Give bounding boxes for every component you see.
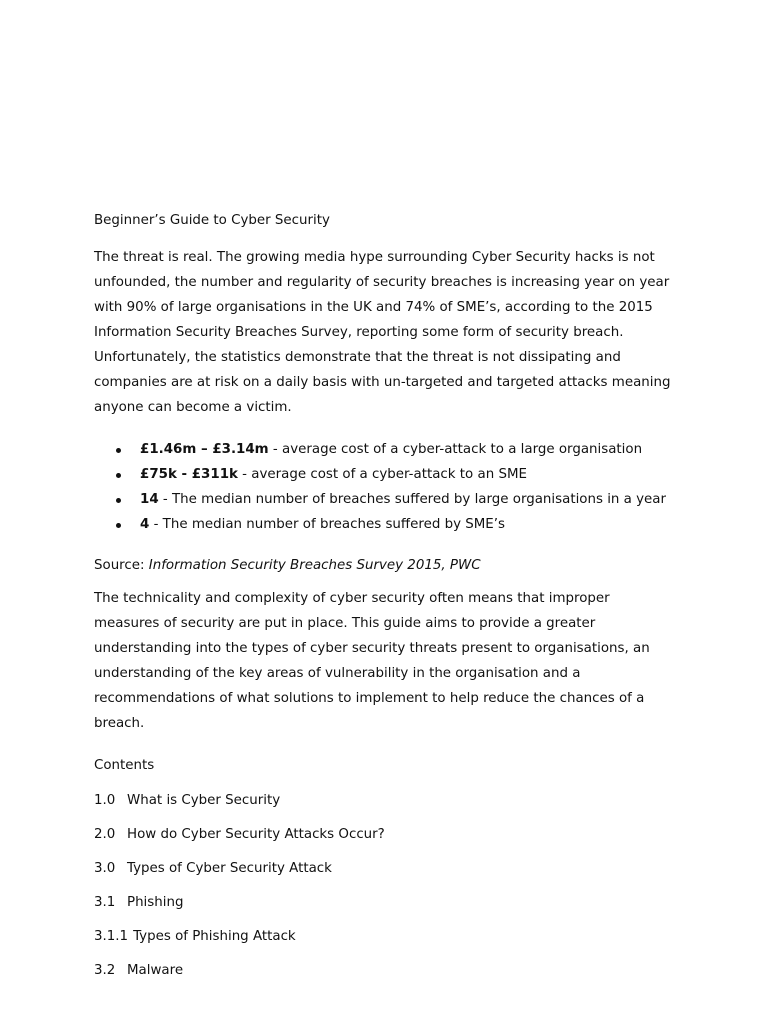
bullet-icon xyxy=(116,473,121,478)
stat-figure: £75k - £311k xyxy=(140,467,238,482)
toc-title: What is Cyber Security xyxy=(127,793,281,808)
stat-description: - average cost of a cyber-attack to an SME xyxy=(237,467,527,482)
toc-number: 3.1.1 xyxy=(94,929,129,944)
toc-number: 3.2 xyxy=(94,963,116,978)
toc-number: 3.0 xyxy=(94,861,116,876)
toc-title: Types of Cyber Security Attack xyxy=(127,861,332,876)
stat-description: - The median number of breaches suffered by large organisations in a year xyxy=(158,492,666,507)
toc-item xyxy=(94,958,674,983)
toc-title: Phishing xyxy=(127,895,184,910)
source-label: Source: xyxy=(94,558,149,573)
stats-list-item xyxy=(94,487,674,512)
stats-list-item xyxy=(94,437,674,462)
toc-item xyxy=(94,788,674,813)
stat-description: - average cost of a cyber-attack to a large organisation xyxy=(268,442,643,457)
table-of-contents xyxy=(94,788,674,983)
toc-title: How do Cyber Security Attacks Occur? xyxy=(127,827,385,842)
toc-item xyxy=(94,822,674,847)
toc-item xyxy=(94,856,674,881)
toc-title: Malware xyxy=(127,963,184,978)
bullet-icon xyxy=(116,448,121,453)
document-page xyxy=(94,211,674,992)
toc-number: 2.0 xyxy=(94,827,116,842)
toc-number: 1.0 xyxy=(94,793,116,808)
bullet-icon xyxy=(116,523,121,528)
stats-list-item xyxy=(94,462,674,487)
stats-list-item xyxy=(94,512,674,537)
stat-figure: £1.46m – £3.14m xyxy=(140,442,269,457)
stat-figure: 14 xyxy=(140,492,159,507)
stat-description: - The median number of breaches suffered by SME’s xyxy=(149,517,506,532)
toc-item xyxy=(94,890,674,915)
document-title: Beginner’s Guide to Cyber Security xyxy=(94,213,330,228)
toc-title: Types of Phishing Attack xyxy=(133,929,296,944)
toc-number: 3.1 xyxy=(94,895,116,910)
source-line xyxy=(94,553,674,578)
contents-heading: Contents xyxy=(94,758,155,773)
stats-list xyxy=(94,437,674,537)
toc-item xyxy=(94,924,674,949)
source-citation: Information Security Breaches Survey 2015, PWC xyxy=(148,558,481,573)
guide-paragraph: The technicality and complexity of cyber security often means that improper measures of security are put in place. This guide aims to provide a greater understanding into the types of cyber security threats present to organisations, an understanding of the key areas of vulnerability in the organisation and a recommendations of what solutions to implement to help reduce the chances of a breach. xyxy=(94,591,650,731)
bullet-icon xyxy=(116,498,121,503)
stat-figure: 4 xyxy=(140,517,150,532)
intro-paragraph: The threat is real. The growing media hype surrounding Cyber Security hacks is not unfounded, the number and regularity of security breaches is increasing year on year with 90% of large organisations in the UK and 74% of SME’s, according to the 2015 Information Security Breaches Survey, reporting some form of security breach. Unfortunately, the statistics demonstrate that the threat is not dissipating and companies are at risk on a daily basis with un-targeted and targeted attacks meaning anyone can become a victim. xyxy=(94,250,671,415)
